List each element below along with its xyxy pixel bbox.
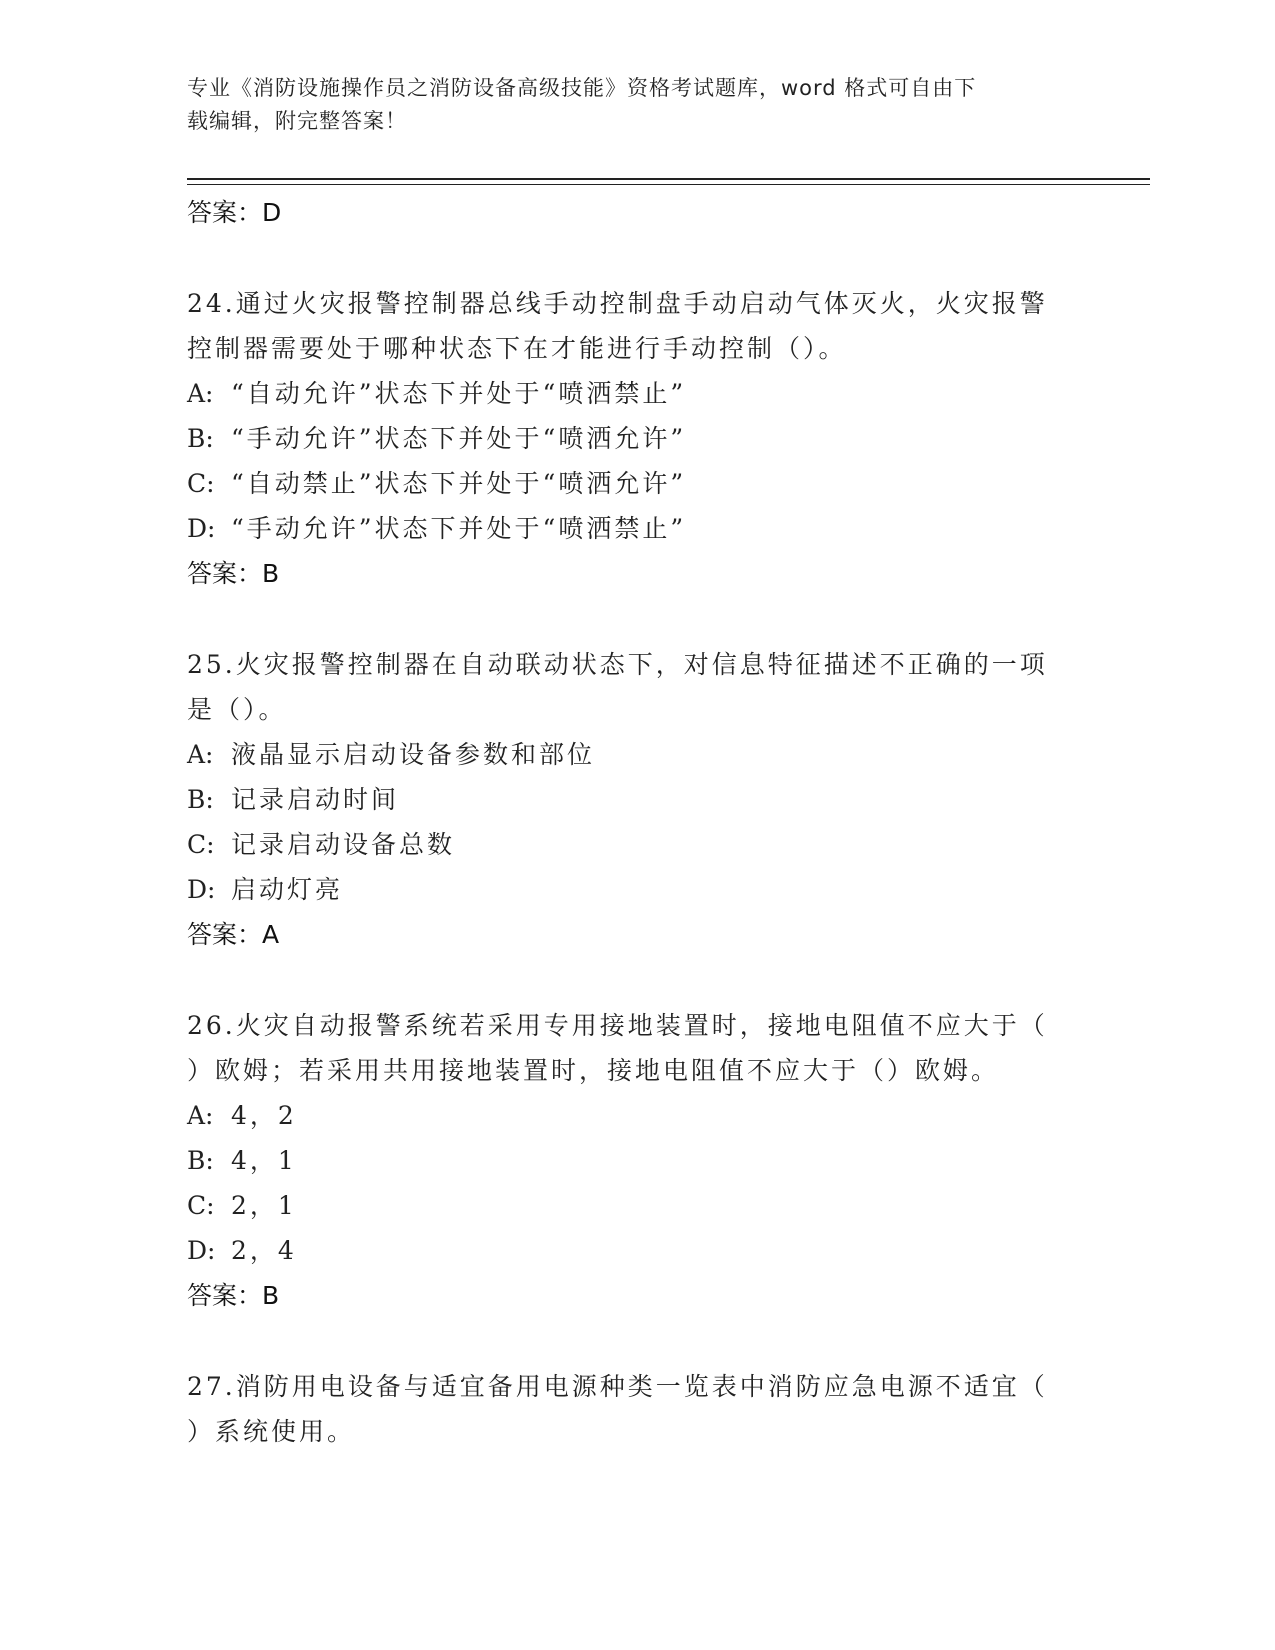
spacer — [187, 235, 1067, 281]
spacer — [187, 596, 1067, 642]
option-text: 记录启动时间 — [231, 785, 400, 814]
question-text-line: 控制器需要处于哪种状态下在才能进行手动控制（）。 — [187, 334, 847, 363]
option-letter: C: — [187, 830, 215, 859]
option-a — [187, 732, 1067, 777]
header-line-1: 专业《消防设施操作员之消防设备高级技能》资格考试题库，word 格式可自由下 — [187, 76, 977, 100]
header-rule-thick — [187, 178, 1150, 180]
option-text: 2，1 — [231, 1191, 297, 1220]
page-header — [187, 72, 1067, 138]
option-text: 启动灯亮 — [231, 875, 344, 904]
answer-line: 答案：B — [187, 559, 280, 588]
option-b — [187, 777, 1067, 822]
option-letter: B: — [187, 424, 214, 453]
option-text: “自动允许”状态下并处于“喷洒禁止” — [231, 379, 687, 408]
question-block-24 — [187, 281, 1067, 596]
option-text: 2，4 — [231, 1236, 297, 1265]
option-letter: D: — [187, 514, 216, 543]
question-text-line: 25.火灾报警控制器在自动联动状态下，对信息特征描述不正确的一项 — [187, 650, 1048, 679]
option-letter: C: — [187, 1191, 215, 1220]
header-rule-thin — [187, 184, 1150, 185]
question-content — [187, 190, 1067, 1454]
option-b — [187, 1138, 1067, 1183]
question-text-line: 27.消防用电设备与适宜备用电源种类一览表中消防应急电源不适宜（ — [187, 1372, 1048, 1401]
option-letter: C: — [187, 469, 215, 498]
answer-line: 答案：B — [187, 1281, 280, 1310]
header-line-2: 载编辑，附完整答案！ — [187, 109, 407, 133]
option-letter: B: — [187, 1146, 214, 1175]
question-text-line: 26.火灾自动报警系统若采用专用接地装置时，接地电阻值不应大于（ — [187, 1011, 1048, 1040]
option-text: 4，1 — [231, 1146, 297, 1175]
question-text-line: ）欧姆；若采用共用接地装置时，接地电阻值不应大于（）欧姆。 — [187, 1056, 1000, 1085]
answer-line: 答案：A — [187, 920, 280, 949]
option-letter: A: — [187, 379, 214, 408]
question-block-25 — [187, 642, 1067, 957]
option-letter: B: — [187, 785, 214, 814]
option-letter: A: — [187, 1101, 214, 1130]
option-d — [187, 506, 1067, 551]
option-a — [187, 1093, 1067, 1138]
option-letter: D: — [187, 875, 216, 904]
question-block-26 — [187, 1003, 1067, 1318]
answer-line: 答案：D — [187, 198, 282, 227]
option-d — [187, 1228, 1067, 1273]
option-text: “自动禁止”状态下并处于“喷洒允许” — [231, 469, 687, 498]
question-block-27 — [187, 1364, 1067, 1454]
option-c — [187, 822, 1067, 867]
option-c — [187, 1183, 1067, 1228]
question-text-line: 是（）。 — [187, 695, 287, 724]
question-text-line: ）系统使用。 — [187, 1417, 356, 1446]
option-text: 4，2 — [231, 1101, 297, 1130]
option-text: 液晶显示启动设备参数和部位 — [231, 740, 596, 769]
option-a — [187, 371, 1067, 416]
spacer — [187, 957, 1067, 1003]
option-d — [187, 867, 1067, 912]
option-c — [187, 461, 1067, 506]
option-letter: A: — [187, 740, 214, 769]
spacer — [187, 1318, 1067, 1364]
option-text: “手动允许”状态下并处于“喷洒允许” — [231, 424, 687, 453]
option-b — [187, 416, 1067, 461]
option-letter: D: — [187, 1236, 216, 1265]
option-text: “手动允许”状态下并处于“喷洒禁止” — [231, 514, 687, 543]
question-text-line: 24.通过火灾报警控制器总线手动控制盘手动启动气体灭火，火灾报警 — [187, 289, 1048, 318]
option-text: 记录启动设备总数 — [231, 830, 456, 859]
